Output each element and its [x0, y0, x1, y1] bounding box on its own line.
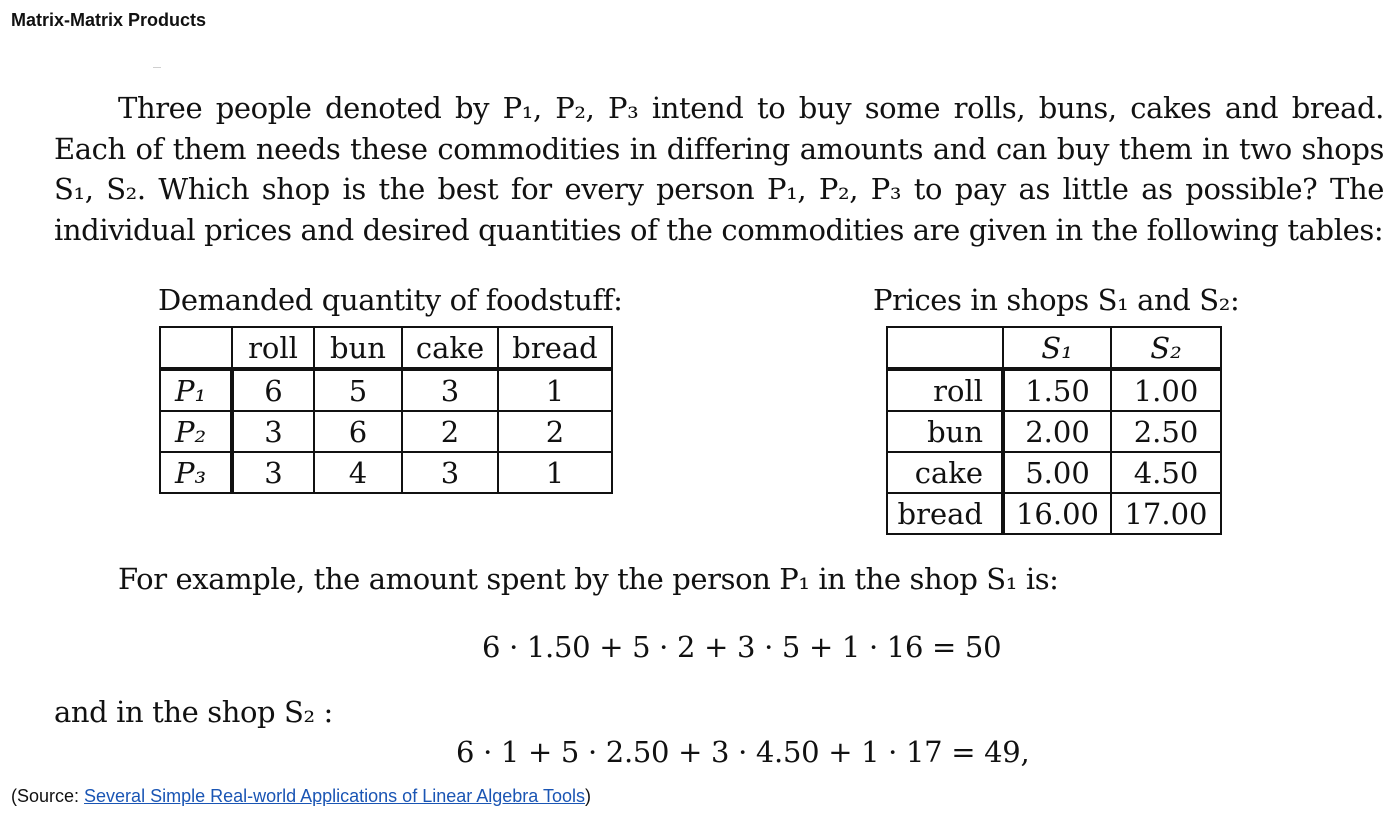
table2-caption: Prices in shops S₁ and S₂: [873, 283, 1240, 317]
price-table [886, 326, 1222, 535]
table-cell: 5 [314, 369, 402, 411]
table-cell: 1 [498, 452, 612, 493]
table-cell: 2.50 [1111, 411, 1221, 452]
table-cell: 1.00 [1111, 369, 1221, 411]
column-header: roll [232, 327, 314, 369]
source-citation [11, 786, 591, 807]
table-cell: 1.50 [1003, 369, 1111, 411]
table-cell: 16.00 [1003, 493, 1111, 534]
equation-shop1: 6 · 1.50 + 5 · 2 + 3 · 5 + 1 · 16 = 50 [482, 630, 1002, 664]
row-label: P₂ [160, 411, 232, 452]
source-link[interactable]: Several Simple Real-world Applications of Linear Algebra Tools [84, 786, 585, 806]
page-heading: Matrix-Matrix Products [11, 10, 207, 30]
column-header: S₂ [1111, 327, 1221, 369]
table-cell: 2 [498, 411, 612, 452]
table-cell: 2.00 [1003, 411, 1111, 452]
corner-cell [887, 327, 1003, 369]
row-label: bread [887, 493, 1003, 534]
divider-mark [153, 67, 161, 68]
table-row [887, 369, 1221, 411]
equation-shop2: 6 · 1 + 5 · 2.50 + 3 · 4.50 + 1 · 17 = 49, [456, 735, 1030, 769]
table-cell: 4.50 [1111, 452, 1221, 493]
table-header-row [160, 327, 612, 369]
table-row [887, 452, 1221, 493]
row-label: cake [887, 452, 1003, 493]
table-cell: 3 [402, 369, 498, 411]
table-row [160, 452, 612, 493]
table-cell: 1 [498, 369, 612, 411]
source-prefix: (Source: [11, 786, 85, 806]
corner-cell [160, 327, 232, 369]
table-cell: 3 [232, 452, 314, 493]
table-row [160, 369, 612, 411]
example-text: For example, the amount spent by the person P₁ in the shop S₁ is: [118, 562, 1059, 596]
table-row [887, 493, 1221, 534]
column-header: bun [314, 327, 402, 369]
problem-text: Three people denoted by P₁, P₂, P₃ intend to buy some rolls, buns, cakes and bread. Each of them needs these commodities in differing amounts and can buy them in two shops S₁, S₂. Which shop is the best for every person P₁, P₂, P₃ to pay as little as possible? The individual prices and desired quantities of the commodities are given in the following tables: [54, 91, 1384, 247]
table-cell: 6 [232, 369, 314, 411]
and-text: and in the shop S₂ : [54, 695, 333, 729]
table-cell: 4 [314, 452, 402, 493]
table-cell: 3 [402, 452, 498, 493]
quantity-table [159, 326, 613, 494]
table-row [887, 411, 1221, 452]
table-cell: 3 [232, 411, 314, 452]
column-header: cake [402, 327, 498, 369]
column-header: S₁ [1003, 327, 1111, 369]
row-label: P₃ [160, 452, 232, 493]
table-cell: 5.00 [1003, 452, 1111, 493]
table-cell: 6 [314, 411, 402, 452]
table-header-row [887, 327, 1221, 369]
row-label: P₁ [160, 369, 232, 411]
source-suffix: ) [584, 786, 591, 806]
table-row [160, 411, 612, 452]
table1-caption: Demanded quantity of foodstuff: [158, 283, 623, 317]
row-label: roll [887, 369, 1003, 411]
problem-paragraph [54, 88, 1384, 250]
table-cell: 17.00 [1111, 493, 1221, 534]
column-header: bread [498, 327, 612, 369]
table-cell: 2 [402, 411, 498, 452]
row-label: bun [887, 411, 1003, 452]
